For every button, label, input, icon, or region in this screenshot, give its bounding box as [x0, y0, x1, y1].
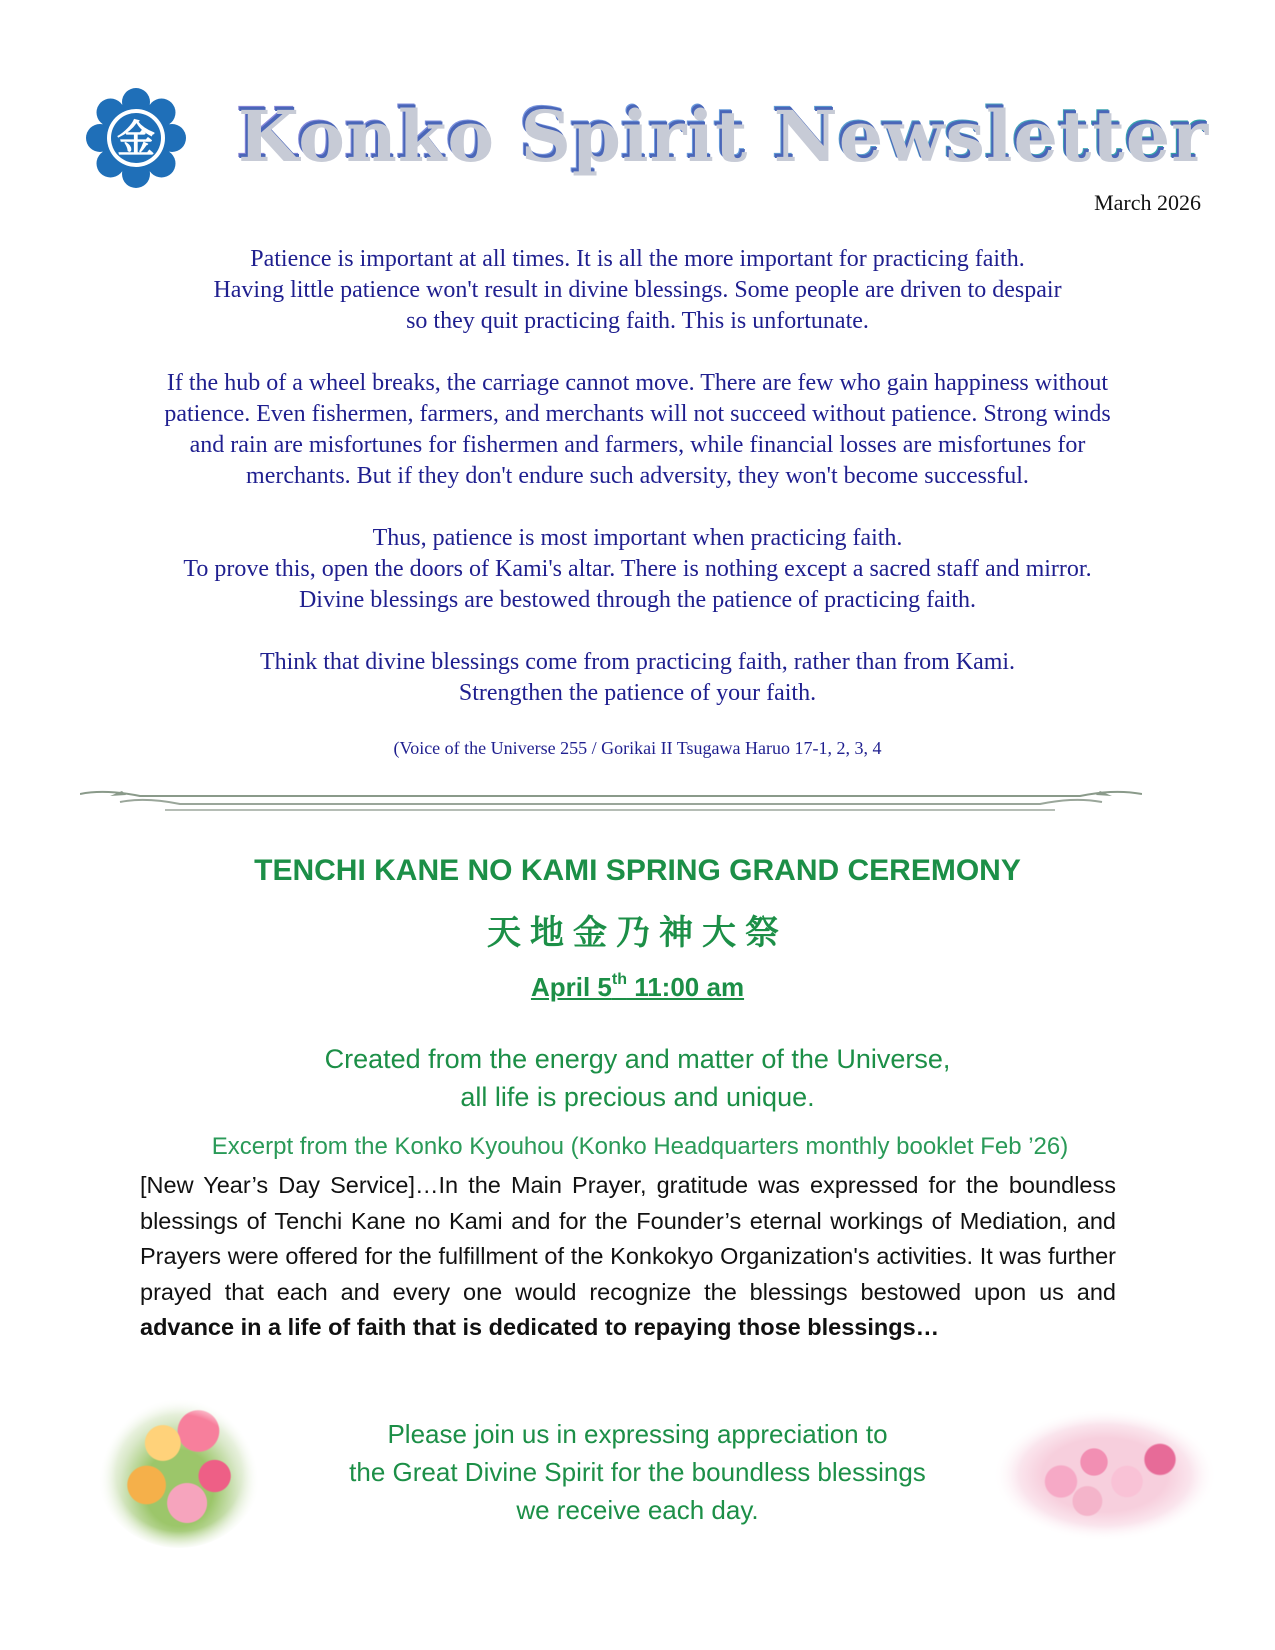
quote-citation: (Voice of the Universe 255 / Gorikai II Tsugawa Haruo 17-1, 2, 3, 4	[393, 738, 882, 758]
quote-paragraph	[90, 647, 1185, 709]
closing-line: the Great Divine Spirit for the boundless blessings	[349, 1457, 926, 1487]
excerpt-heading: Excerpt from the Konko Kyouhou (Konko Headquarters monthly booklet Feb ’26)	[211, 1133, 1069, 1160]
quote-line: patience. Even fishermen, farmers, and merchants will not succeed without patience. Strong winds	[164, 401, 1111, 427]
teaching-quote	[90, 244, 1185, 740]
quote-line: Think that divine blessings come from practicing faith, rather than from Kami.	[259, 649, 1016, 675]
excerpt-text-bold: advance in a life of faith that is dedicated to repaying those blessings…	[140, 1314, 940, 1340]
quote-line: merchants. But if they don't endure such adversity, they won't become successful.	[246, 463, 1029, 489]
newsletter-title	[235, 78, 1207, 188]
ceremony-day-suffix: th	[611, 971, 627, 988]
tagline-line: all life is precious and unique.	[460, 1082, 815, 1112]
quote-line: so they quit practicing faith. This is unfortunate.	[406, 308, 869, 334]
closing-line: we receive each day.	[516, 1495, 759, 1525]
logo-character: 金	[116, 117, 156, 161]
quote-line: To prove this, open the doors of Kami's altar. There is nothing except a sacred staff and mirror.	[183, 556, 1092, 582]
excerpt-body	[140, 1168, 1116, 1346]
excerpt-text: [New Year’s Day Service]…In the Main Prayer, gratitude was expressed for the boundless blessings of Tenchi Kane no Kami and for the Founder’s eternal workings of Mediation, and Prayers were offered for the fulfillment of the Konkokyo Organization's activities. It was further prayed that each and every one would recognize the blessings bestowed upon us and	[140, 1172, 1116, 1305]
quote-line: Thus, patience is most important when practicing faith.	[372, 525, 903, 551]
quote-line: and rain are misfortunes for fishermen and farmers, while financial losses are misfortunes for	[189, 432, 1086, 458]
ornamental-divider	[80, 782, 1142, 816]
tagline	[0, 1040, 1275, 1116]
ceremony-date-text	[531, 972, 744, 1002]
ceremony-time: 11:00 am	[626, 972, 745, 1002]
closing-invitation	[250, 1415, 1025, 1529]
konko-logo-icon	[86, 88, 186, 188]
ceremony-day: April 5	[530, 972, 612, 1002]
quote-paragraph	[90, 523, 1185, 616]
tulip-image	[98, 1398, 260, 1548]
newsletter-title-text: Konko Spirit Newsletter	[235, 91, 1207, 174]
ceremony-title: TENCHI KANE NO KAMI SPRING GRAND CEREMONY	[254, 854, 1021, 887]
cherry-blossom-image	[995, 1410, 1215, 1540]
quote-line: If the hub of a wheel breaks, the carriage cannot move. There are few who gain happiness without	[166, 370, 1109, 396]
quote-line: Divine blessings are bestowed through the patience of practicing faith.	[298, 587, 977, 613]
closing-line: Please join us in expressing appreciation to	[387, 1419, 888, 1449]
ceremony-date	[0, 972, 1275, 1003]
tagline-line: Created from the energy and matter of the Universe,	[324, 1044, 951, 1074]
quote-paragraph	[90, 244, 1185, 337]
quote-paragraph	[90, 368, 1185, 492]
quote-line: Patience is important at all times. It is all the more important for practicing faith.	[250, 246, 1025, 272]
quote-line: Having little patience won't result in divine blessings. Some people are driven to despair	[213, 277, 1062, 303]
quote-line: Strengthen the patience of your faith.	[458, 680, 817, 706]
issue-date: March 2026	[1094, 190, 1201, 215]
ceremony-title-japanese: 天地金乃神大祭	[487, 913, 788, 953]
